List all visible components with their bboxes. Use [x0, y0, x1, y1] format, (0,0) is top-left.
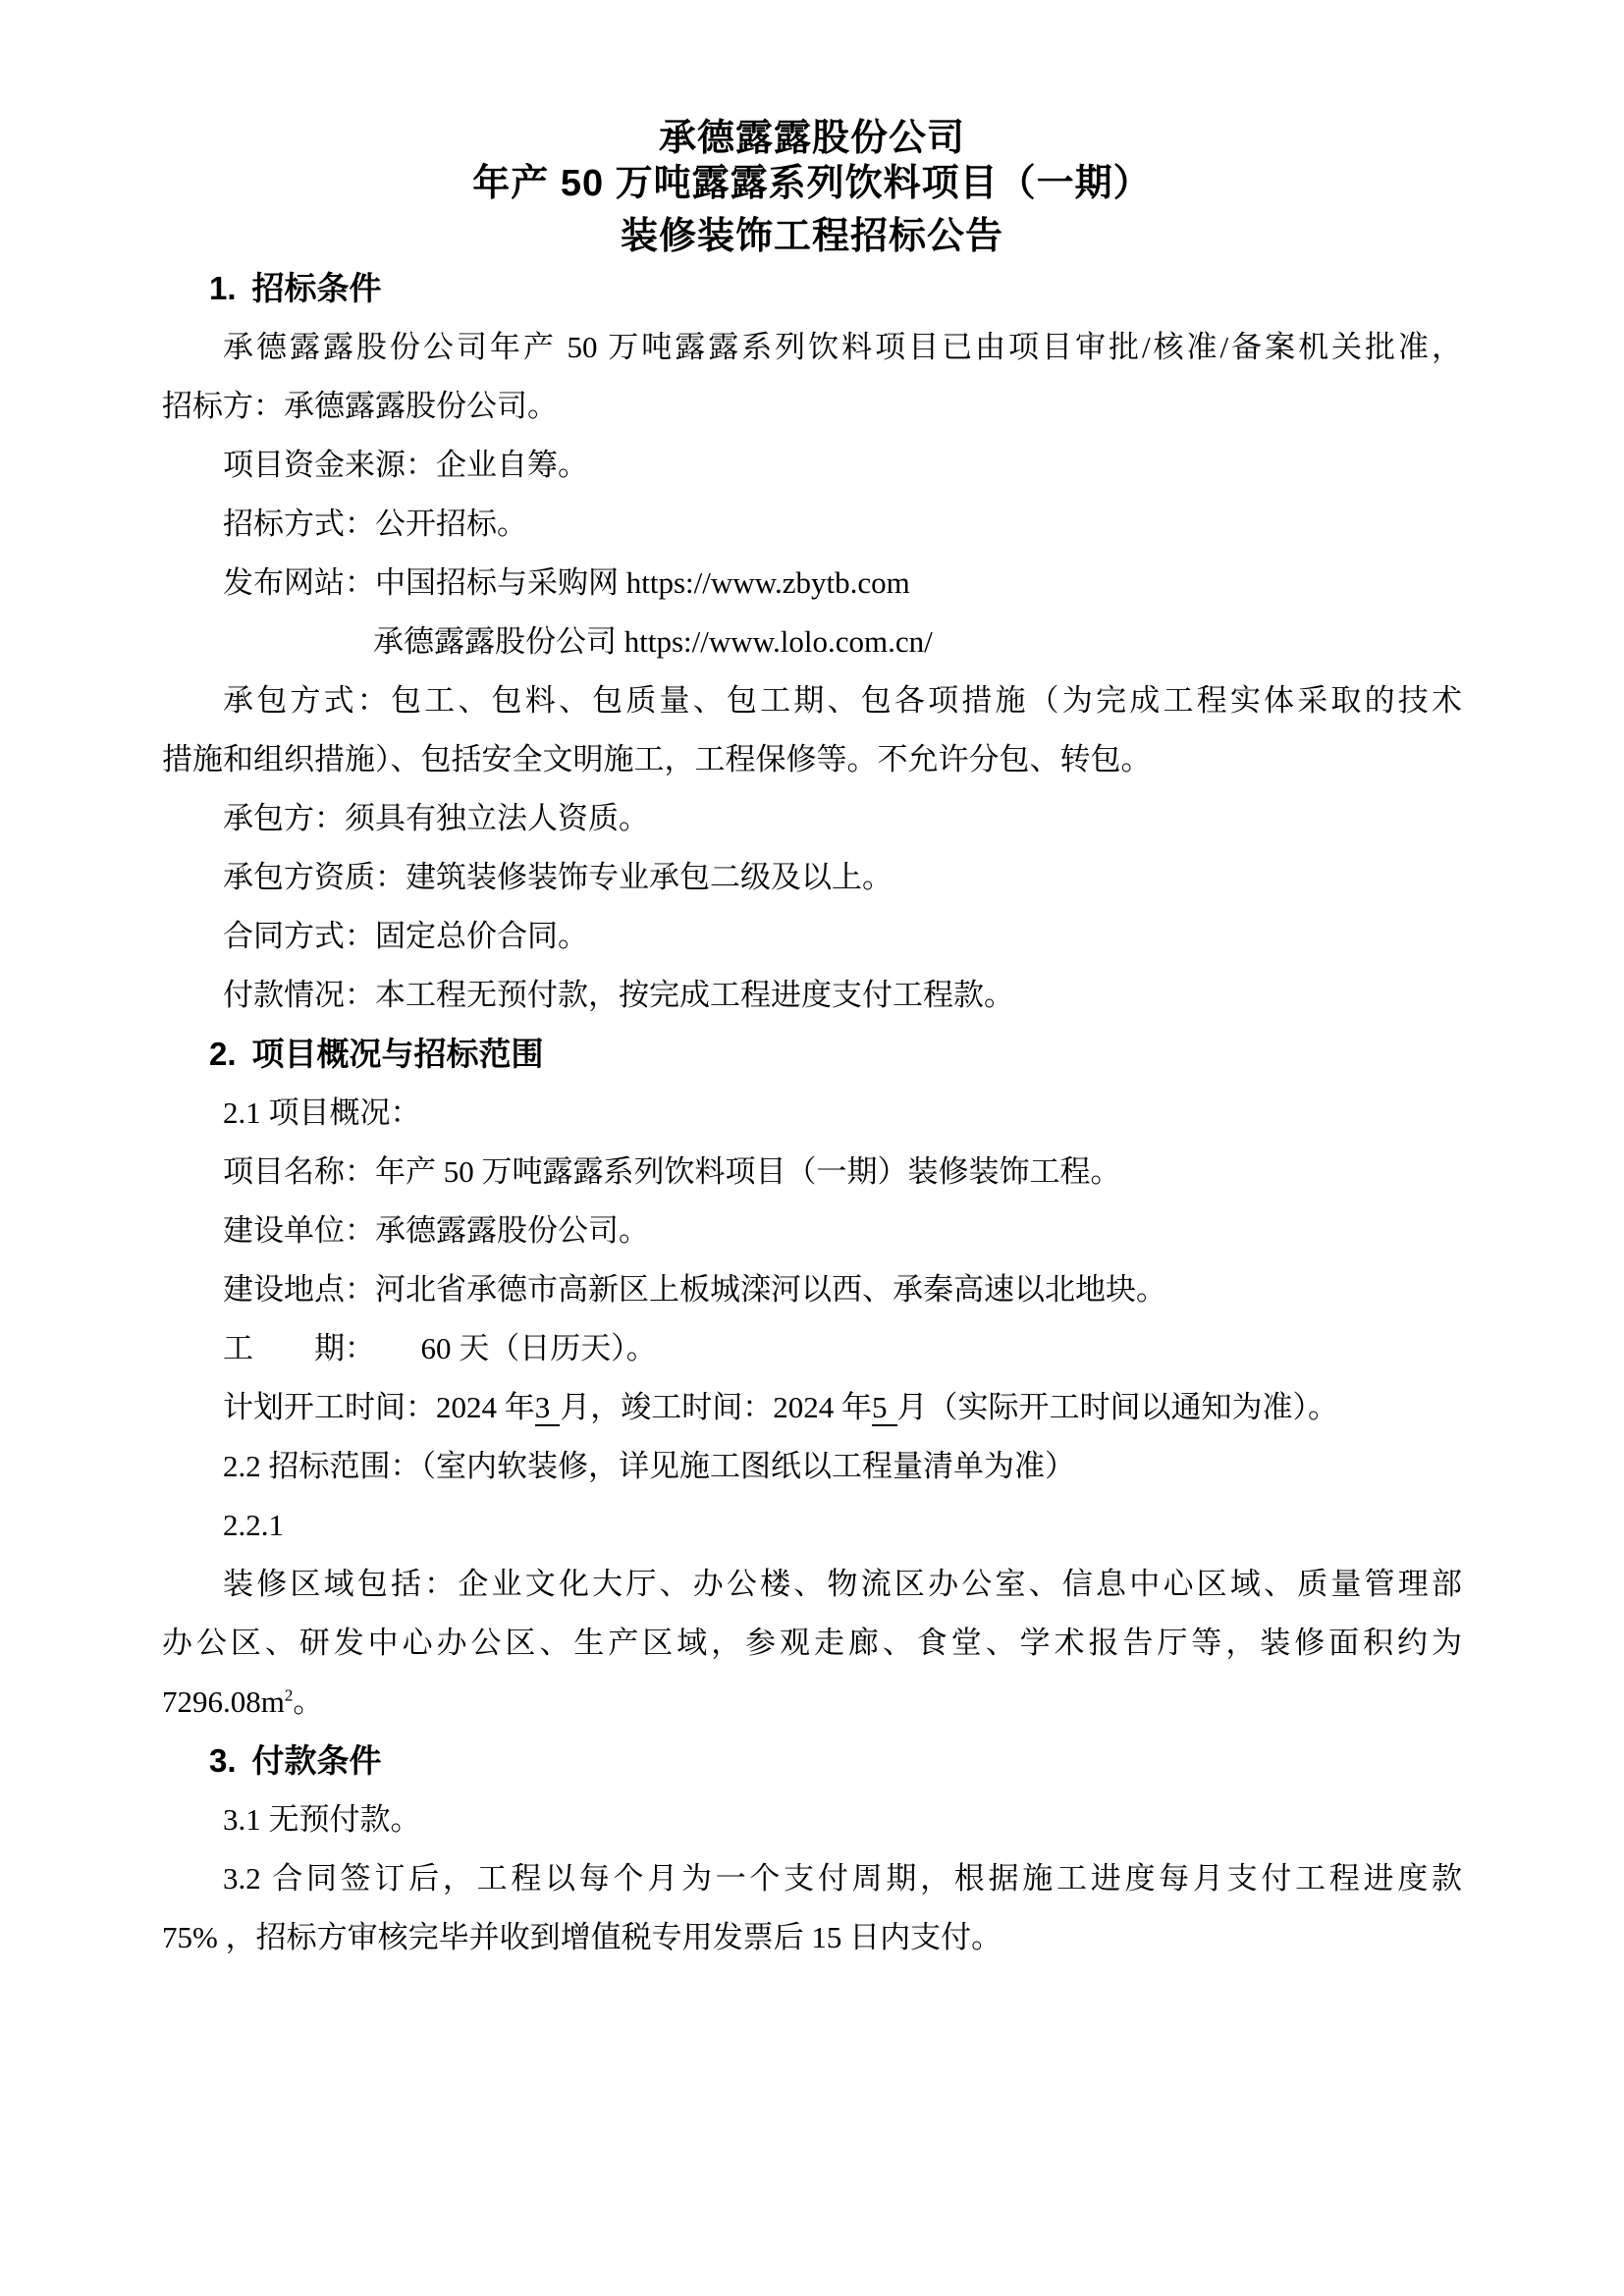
section-1-number: 1.: [209, 270, 237, 306]
area-superscript: 2: [284, 1685, 294, 1705]
title-company: 承德露露股份公司: [658, 118, 965, 159]
para-project-name: 项目名称：年产 50 万吨露露系列饮料项目（一期）装修装饰工程。: [223, 1154, 1121, 1189]
para-bidding-method: 招标方式：公开招标。: [223, 507, 527, 541]
para-construction-location: 建设地点：河北省承德市高新区上板城滦河以西、承秦高速以北地块。: [223, 1272, 1166, 1307]
para-contract-mode-line1: 承包方式：包工、包料、包质量、包工期、包各项措施（为完成工程实体采取的技术: [223, 683, 1462, 718]
area-number: 7296.08m: [162, 1684, 285, 1719]
schedule-text-3: 月（实际开工时间以通知为准）。: [896, 1390, 1338, 1424]
section-1-heading: [162, 259, 1462, 318]
para-schedule: [162, 1378, 1462, 1437]
section-3-number: 3.: [209, 1742, 237, 1779]
para-contractor: 承包方：须具有独立法人资质。: [223, 801, 649, 835]
title-doc-type: 装修装饰工程招标公告: [620, 216, 1003, 257]
section-2-heading: [162, 1025, 1462, 1084]
para-contract-type: 合同方式：固定总价合同。: [223, 919, 588, 953]
para-funding-source: 项目资金来源：企业自筹。: [223, 448, 588, 482]
section-2-number: 2.: [209, 1036, 237, 1072]
title-project: 年产 50 万吨露露系列饮料项目（一期）: [472, 163, 1152, 204]
section-2-label: 项目概况与招标范围: [251, 1036, 544, 1072]
para-no-advance-payment: 3.1 无预付款。: [223, 1802, 421, 1837]
section-1-label: 招标条件: [251, 270, 382, 306]
schedule-start-month: 3: [535, 1390, 561, 1426]
para-construction-duration: 工 期： 60 天（日历天）。: [223, 1331, 657, 1365]
para-decoration-area-value: [162, 1673, 1462, 1732]
para-publish-website-1: 发布网站：中国招标与采购网 https://www.zbytb.com: [223, 565, 910, 600]
para-construction-owner: 建设单位：承德露露股份公司。: [223, 1213, 649, 1248]
area-period: 。: [293, 1684, 324, 1719]
para-payment-terms-line2: 75% ，招标方审核完毕并收到增值税专用发票后 15 日内支付。: [162, 1920, 1002, 1954]
section-3-label: 付款条件: [251, 1742, 382, 1779]
para-publish-website-2: 承德露露股份公司 https://www.lolo.com.cn/: [373, 624, 933, 659]
para-bid-scope: 2.2 招标范围：（室内软装修，详见施工图纸以工程量清单为准）: [223, 1449, 1075, 1483]
para-payment-terms-line1: 3.2 合同签订后，工程以每个月为一个支付周期，根据施工进度每月支付工程进度款: [223, 1861, 1462, 1896]
para-contract-mode-line2: 措施和组织措施）、包括安全文明施工，工程保修等。不允许分包、转包。: [162, 742, 1152, 776]
para-approval-line1: 承德露露股份公司年产 50 万吨露露系列饮料项目已由项目审批/核准/备案机关批准，: [223, 330, 1462, 364]
para-approval-line2: 招标方：承德露露股份公司。: [162, 389, 558, 423]
schedule-text-1: 计划开工时间：2024 年: [223, 1390, 535, 1424]
para-decoration-area-line1: 装修区域包括：企业文化大厅、办公楼、物流区办公室、信息中心区域、质量管理部: [223, 1567, 1462, 1601]
section-3-heading: [162, 1732, 1462, 1790]
para-decoration-area-line2: 办公区、研发中心办公区、生产区域，参观走廊、食堂、学术报告厅等，装修面积约为: [162, 1626, 1462, 1660]
para-bid-scope-sub: 2.2.1: [223, 1508, 284, 1542]
para-contractor-qualification: 承包方资质：建筑装修装饰专业承包二级及以上。: [223, 860, 893, 894]
para-project-overview: 2.1 项目概况：: [223, 1095, 421, 1130]
schedule-text-2: 月，竣工时间：2024 年: [560, 1390, 872, 1424]
schedule-end-month: 5: [872, 1390, 897, 1426]
para-payment-status: 付款情况：本工程无预付款，按完成工程进度支付工程款。: [223, 978, 1014, 1012]
